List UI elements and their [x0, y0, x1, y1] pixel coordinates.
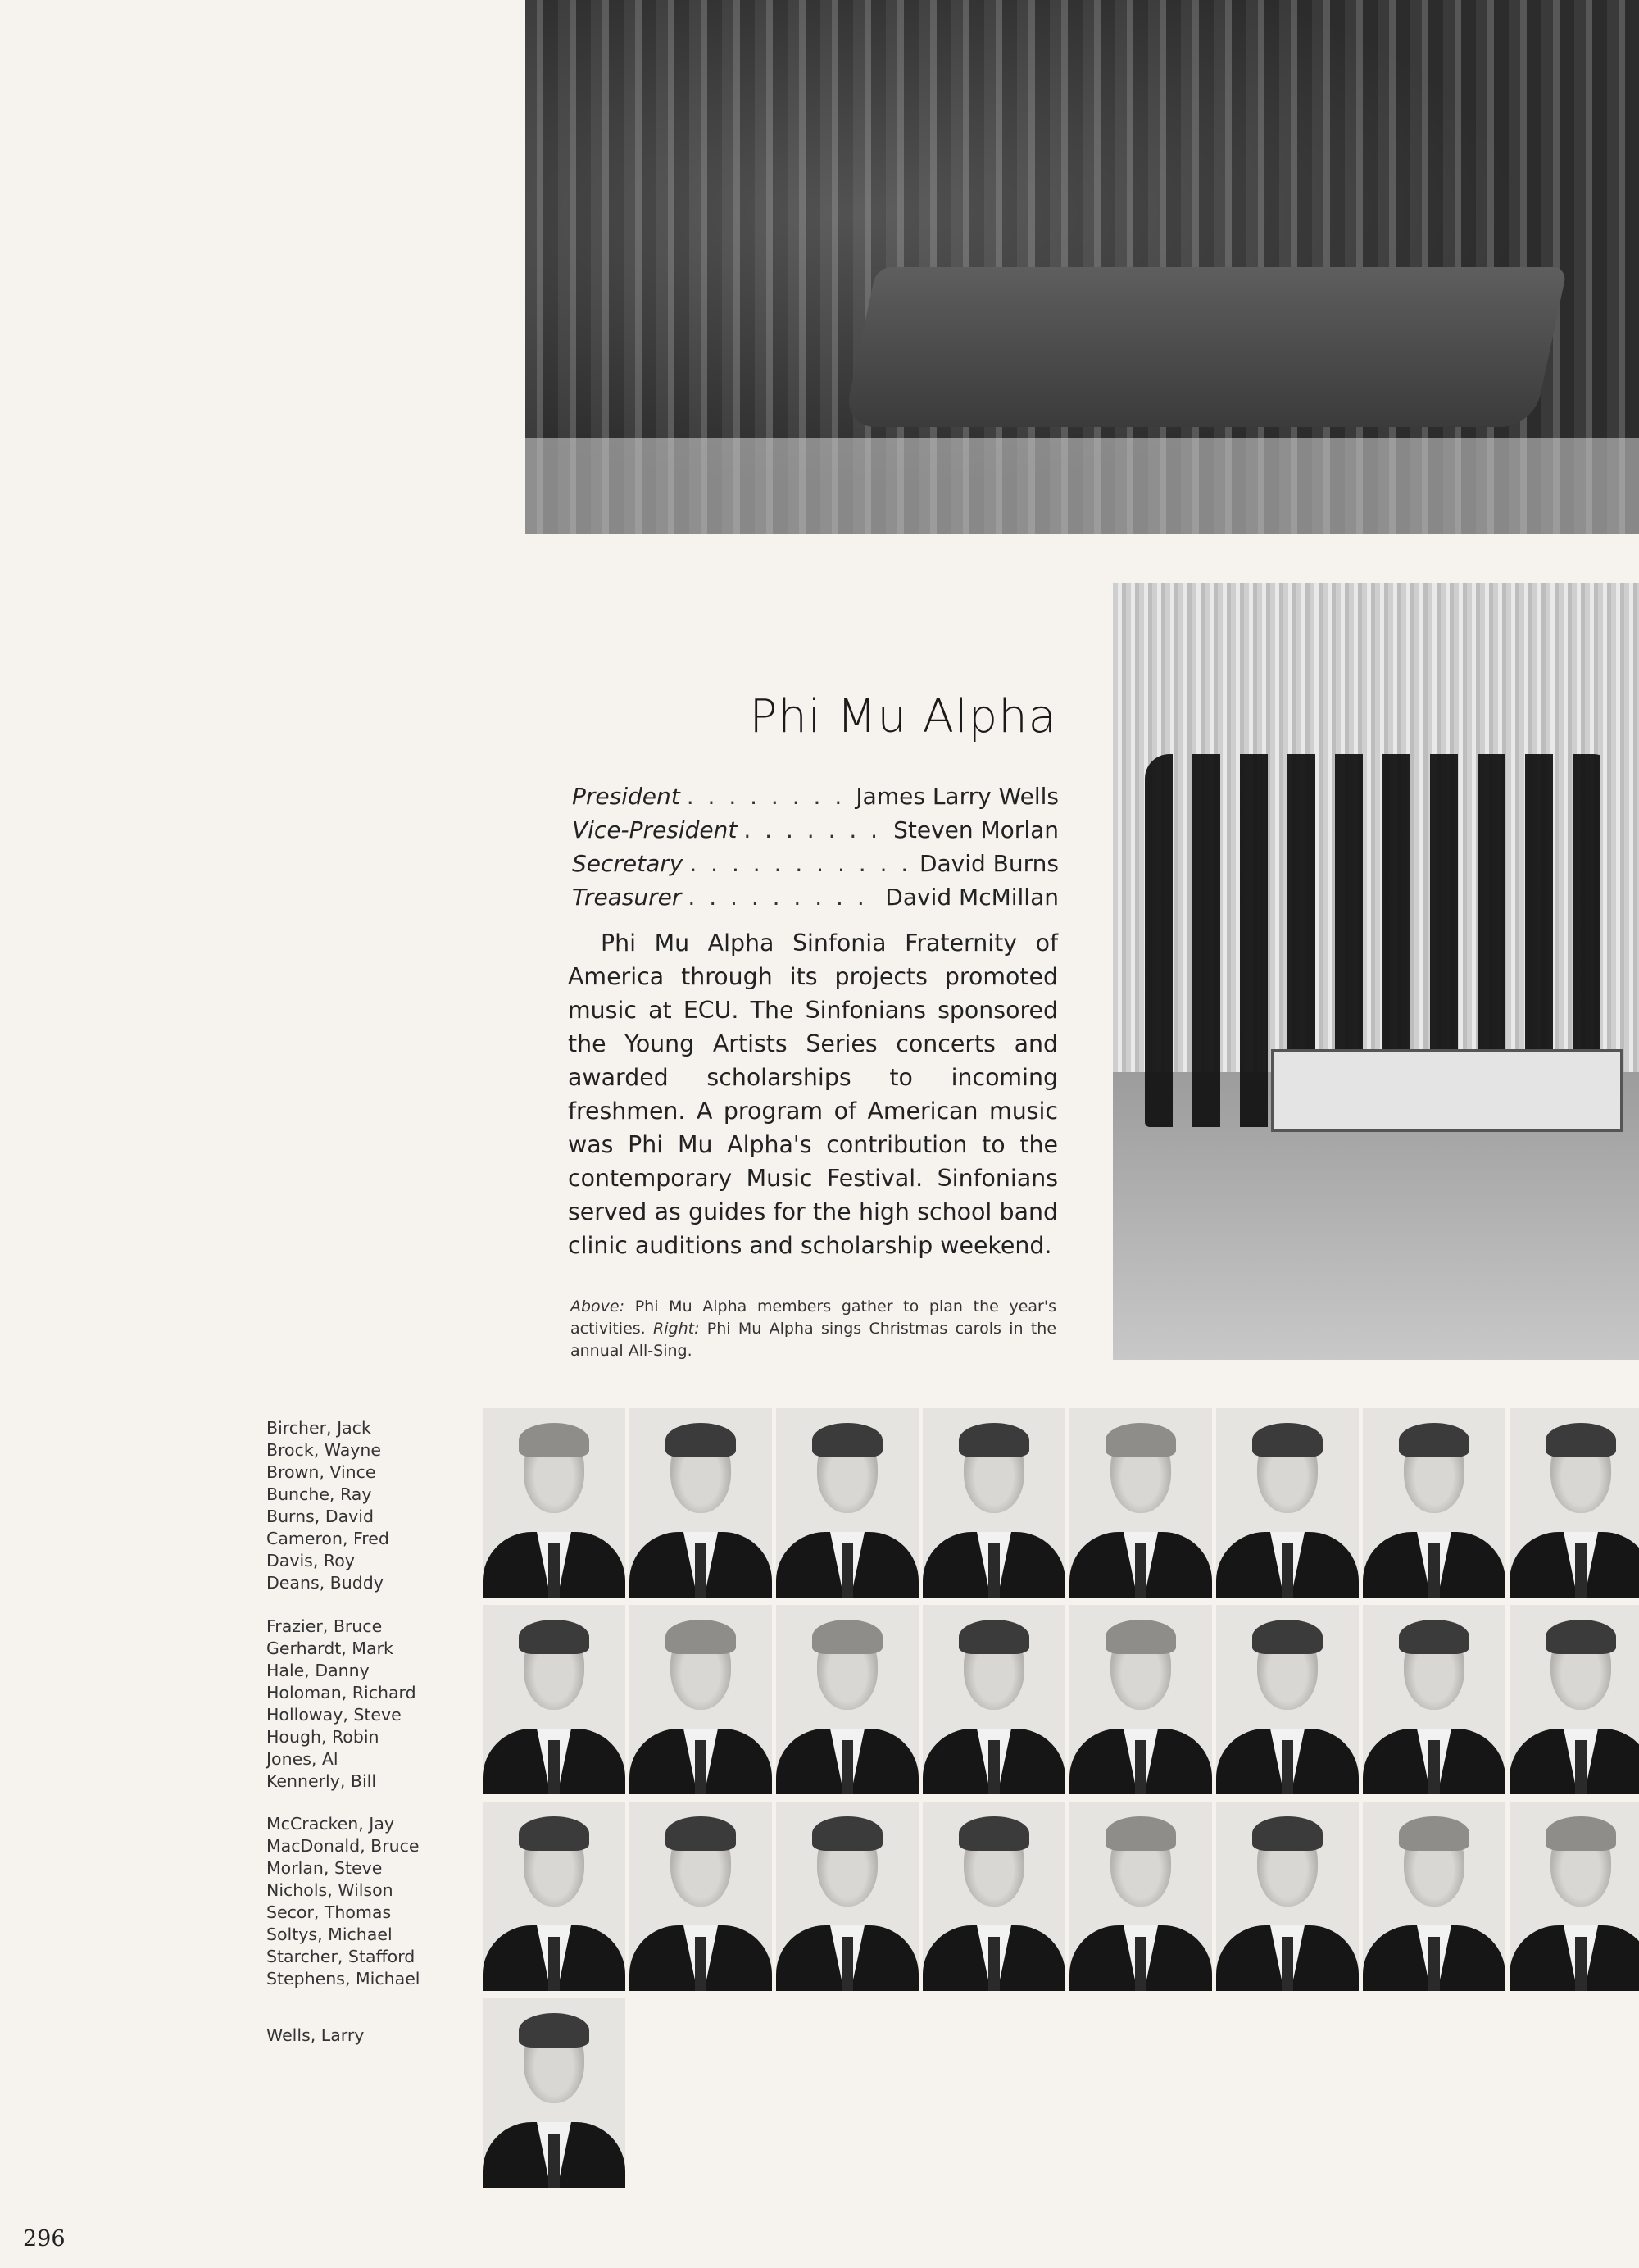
- caption-right-label: Right:: [653, 1320, 700, 1338]
- name-list-row-2: [266, 1616, 455, 1793]
- meeting-photo-floor: [525, 438, 1639, 534]
- officer-name: David McMillan: [885, 884, 1059, 911]
- body-paragraph: Phi Mu Alpha Sinfonia Fraternity of America through its projects promoted music at ECU. The Sinfonians sponsored the Young Artists Series concerts and awarded scholarships to incoming freshmen. A program of American music was Phi Mu Alpha's contribution to the contemporary Music Festival. Sinfonians served as guides for the high school band clinic auditions and scholarship weekend.: [568, 929, 1058, 1259]
- member-portrait: [1510, 1605, 1639, 1794]
- caption-right-text: Phi Mu Alpha sings Christmas carols in the annual All-Sing.: [570, 1320, 1057, 1360]
- member-name: Stephens, Michael: [266, 1969, 420, 1988]
- member-portrait: [1363, 1605, 1505, 1794]
- name-list-row-1: [266, 1417, 455, 1594]
- member-name: McCracken, Jay: [266, 1814, 395, 1834]
- page-number: 296: [23, 2226, 66, 2252]
- member-name: Burns, David: [266, 1507, 375, 1526]
- officer-row-secretary: [572, 850, 1059, 884]
- name-list-row-3: [266, 1813, 455, 1990]
- officer-list: [572, 783, 1059, 917]
- member-portrait: [483, 1998, 625, 2188]
- member-portrait: [483, 1605, 625, 1794]
- member-name: Frazier, Bruce: [266, 1616, 383, 1636]
- member-name: Wells, Larry: [266, 2025, 365, 2045]
- member-name: Starcher, Stafford: [266, 1947, 415, 1966]
- member-name: Bircher, Jack: [266, 1418, 371, 1438]
- member-portrait: [923, 1408, 1065, 1598]
- page-title: Phi Mu Alpha: [749, 690, 1057, 743]
- member-portrait: [1069, 1605, 1212, 1794]
- member-portrait: [1069, 1408, 1212, 1598]
- member-name: Secor, Thomas: [266, 1902, 392, 1922]
- member-name: Davis, Roy: [266, 1551, 355, 1570]
- officer-role: President: [572, 783, 680, 810]
- officer-role: Vice-President: [572, 816, 738, 843]
- meeting-photo-table: [842, 267, 1567, 427]
- member-portrait: [483, 1408, 625, 1598]
- officer-row-treasurer: [572, 884, 1059, 917]
- stage-riser: [1271, 1049, 1623, 1132]
- member-name: Morlan, Steve: [266, 1858, 383, 1878]
- officer-name: David Burns: [919, 850, 1059, 877]
- member-name: Brock, Wayne: [266, 1440, 382, 1460]
- member-name: Deans, Buddy: [266, 1573, 384, 1593]
- caption-above-text: Phi Mu Alpha members gather to plan the year's activities.: [570, 1298, 1056, 1338]
- leader-dots: [687, 783, 850, 810]
- name-list-row-4: [266, 2025, 455, 2047]
- leader-dots: [689, 850, 913, 877]
- officer-name: James Larry Wells: [856, 783, 1059, 810]
- member-name: Hale, Danny: [266, 1661, 370, 1680]
- member-name: Holloway, Steve: [266, 1705, 402, 1725]
- meeting-photo: [525, 0, 1639, 534]
- member-name: Gerhardt, Mark: [266, 1639, 393, 1658]
- member-name: Jones, Al: [266, 1749, 338, 1769]
- member-portrait: [1216, 1408, 1359, 1598]
- officer-role: Treasurer: [572, 884, 682, 911]
- member-portrait: [483, 1802, 625, 1991]
- member-name: Holoman, Richard: [266, 1683, 416, 1702]
- leader-dots: [688, 884, 879, 911]
- officer-name: Steven Morlan: [893, 816, 1059, 843]
- member-name: Cameron, Fred: [266, 1529, 389, 1548]
- member-portrait: [1069, 1802, 1212, 1991]
- member-portrait: [776, 1605, 919, 1794]
- member-portrait: [1510, 1802, 1639, 1991]
- member-portrait: [1510, 1408, 1639, 1598]
- member-name: Kennerly, Bill: [266, 1771, 377, 1791]
- member-portrait: [1216, 1605, 1359, 1794]
- member-name: Brown, Vince: [266, 1462, 376, 1482]
- member-name: Hough, Robin: [266, 1727, 379, 1747]
- officer-row-vice-president: [572, 816, 1059, 850]
- officer-role: Secretary: [572, 850, 683, 877]
- member-portrait: [776, 1802, 919, 1991]
- member-portrait: [629, 1802, 772, 1991]
- member-name: Soltys, Michael: [266, 1925, 393, 1944]
- all-sing-photo: [1113, 583, 1639, 1360]
- member-name: Bunche, Ray: [266, 1484, 372, 1504]
- officer-row-president: [572, 783, 1059, 816]
- member-portrait: [1363, 1802, 1505, 1991]
- member-portrait: [629, 1605, 772, 1794]
- member-portrait: [1363, 1408, 1505, 1598]
- member-portrait: [1216, 1802, 1359, 1991]
- member-portrait: [776, 1408, 919, 1598]
- leader-dots: [743, 816, 887, 843]
- member-name: MacDonald, Bruce: [266, 1836, 420, 1856]
- member-portrait: [629, 1408, 772, 1598]
- member-portrait: [923, 1605, 1065, 1794]
- photo-caption: [570, 1296, 1056, 1362]
- caption-above-label: Above:: [570, 1298, 625, 1316]
- member-name: Nichols, Wilson: [266, 1880, 393, 1900]
- member-portrait: [923, 1802, 1065, 1991]
